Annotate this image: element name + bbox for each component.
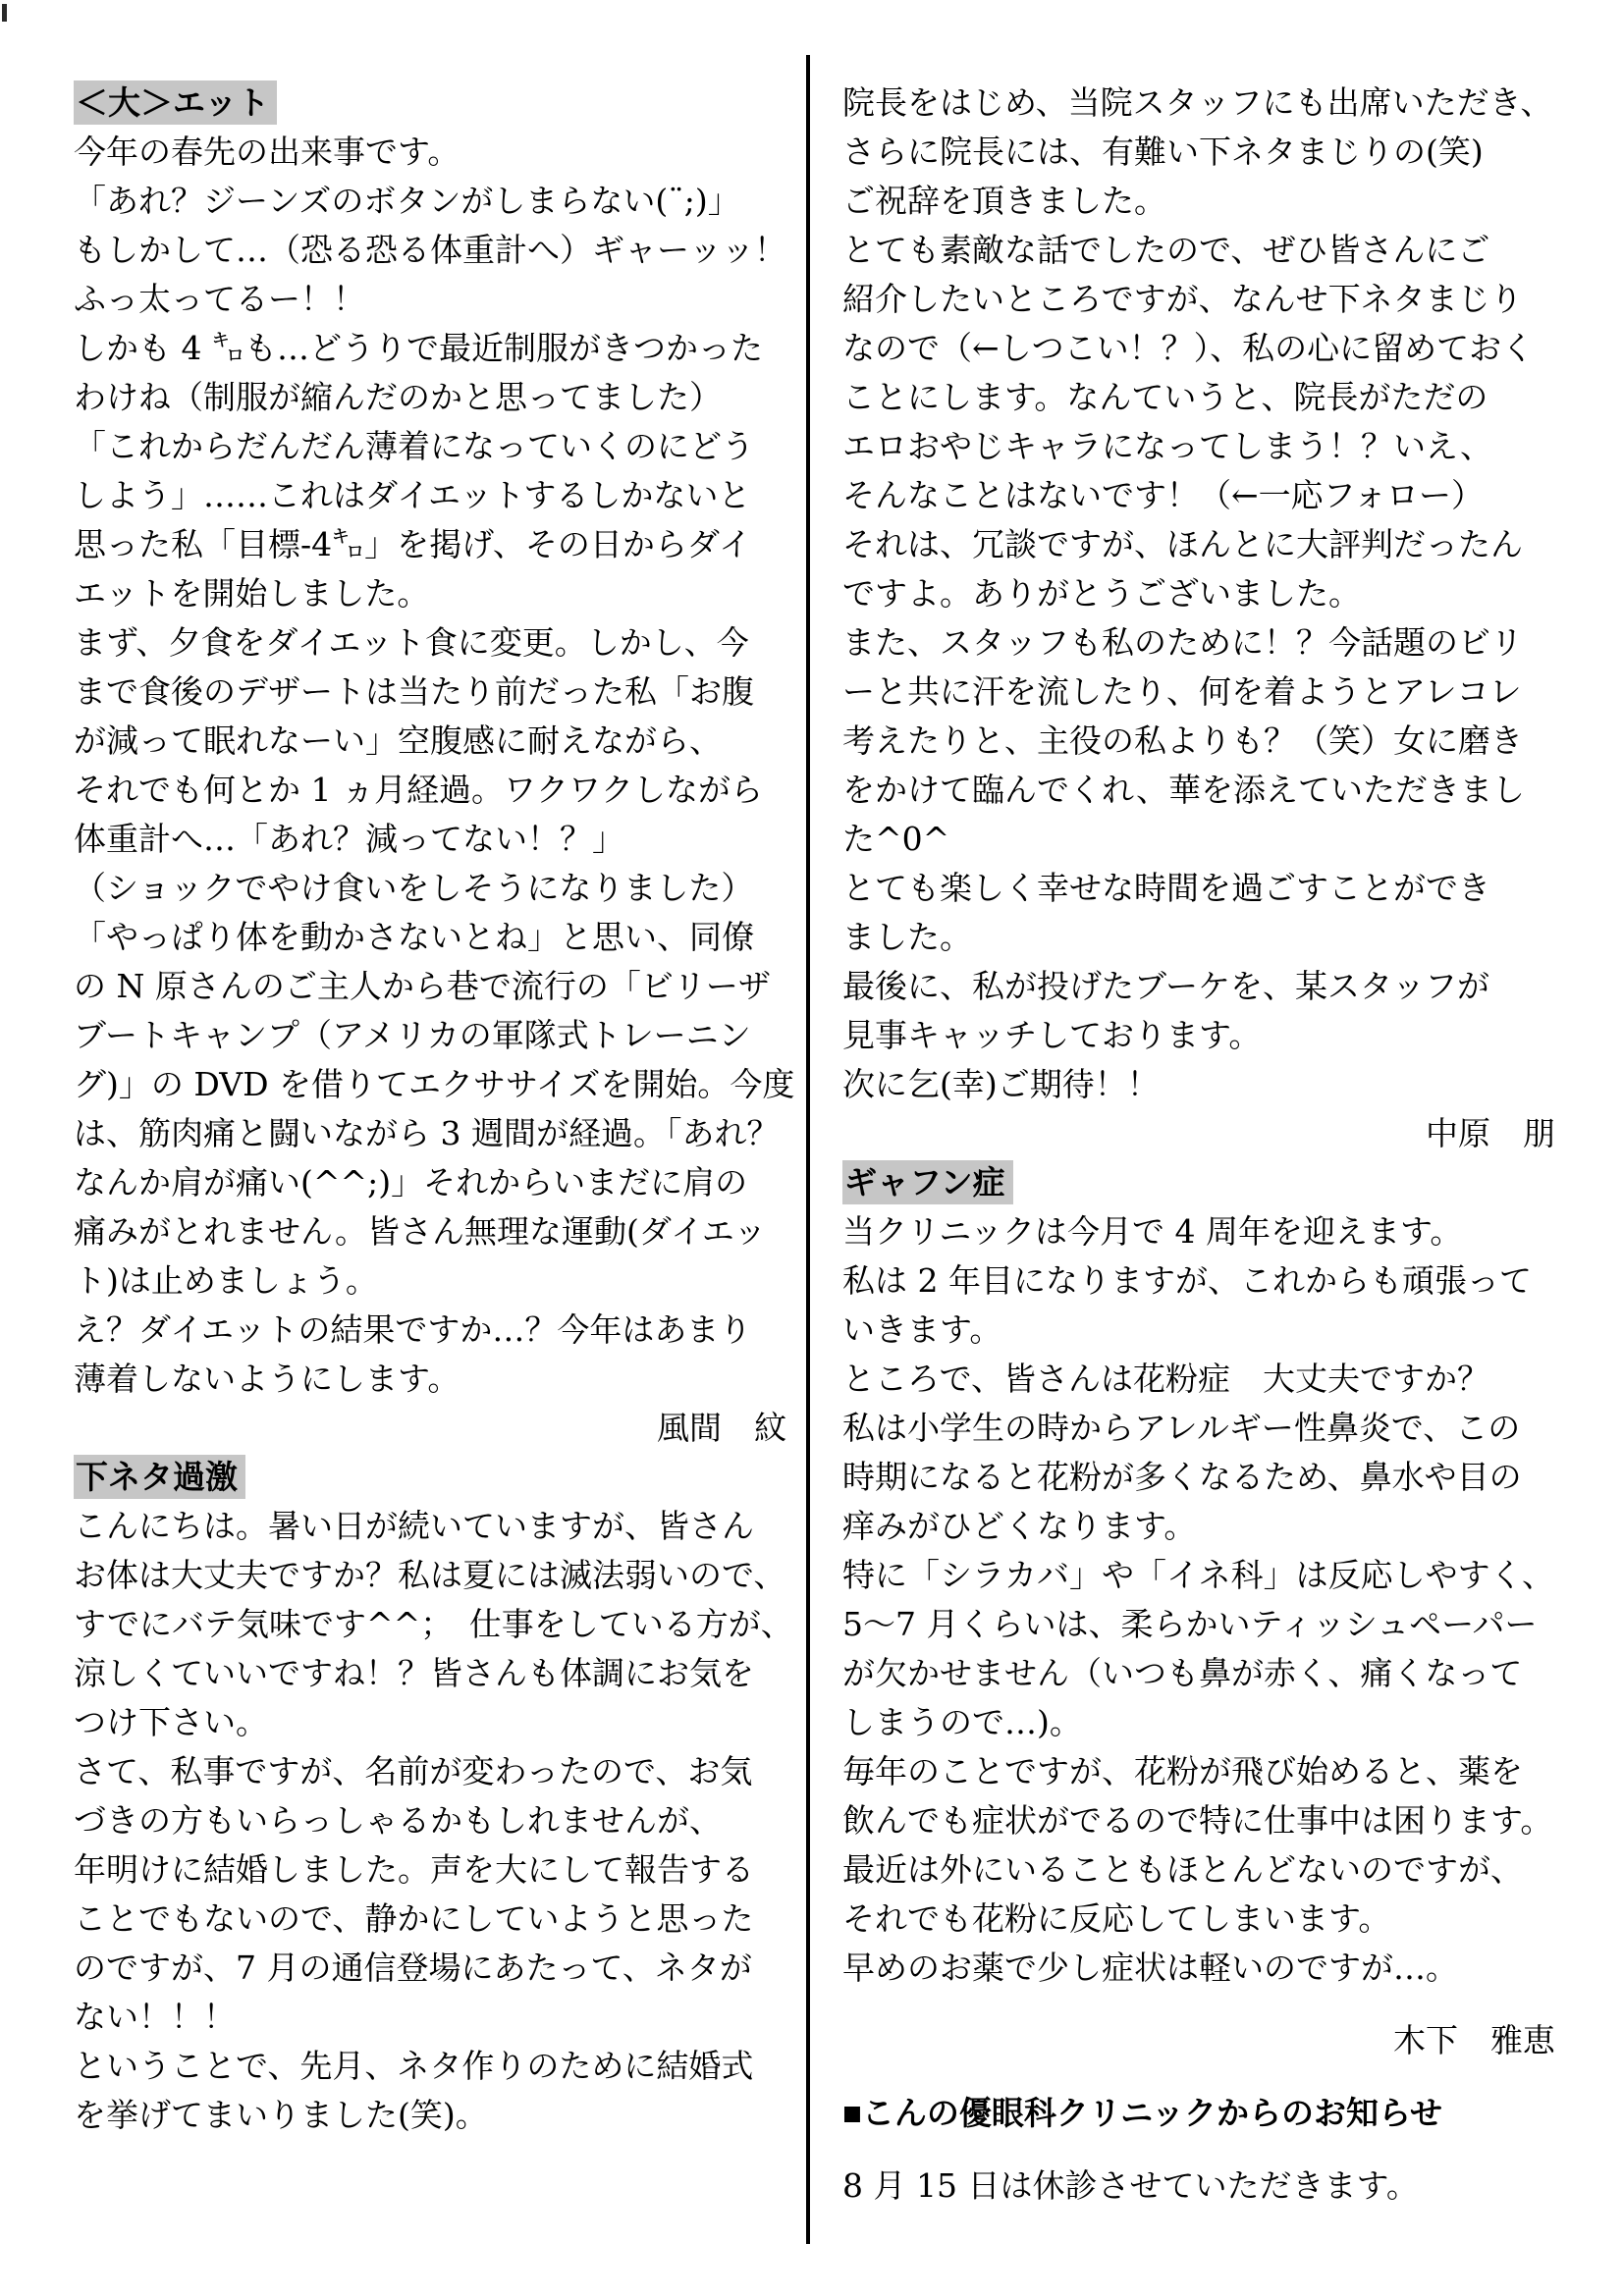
body-line: は、筋肉痛と闘いながら 3 週間が経過。「あれ？ [74,1114,780,1152]
body-line: が欠かせません（いつも鼻が赤く、痛くなって [842,1654,1523,1692]
body-line: ト)は止めましょう。 [74,1261,378,1300]
signature: 中原 朋 [1426,1114,1555,1152]
body-line: もしかして…（恐る恐る体重計へ）ギャーッッ！ [74,231,786,269]
body-line: 見事キャッチしております。 [842,1016,1262,1054]
body-line: 8 月 15 日は休診させていただきます。 [842,2166,1419,2205]
body-line: 当クリニックは今月で 4 周年を迎えます。 [842,1212,1463,1251]
body-line: 私は小学生の時からアレルギー性鼻炎で、この [842,1409,1521,1447]
body-line: つけ下さい。 [74,1703,268,1741]
body-line: すでにバテ気味です^^； 仕事をしている方が、 [74,1605,793,1643]
section-heading [74,1453,786,1502]
body-line: しまうので…)。 [842,1703,1082,1741]
body-line: ブートキャンプ（アメリカの軍隊式トレーニン [74,1016,751,1054]
body-line: 早めのお薬で少し症状は軽いのですが…。 [842,1949,1458,1987]
body-line: エットを開始しました。 [74,574,430,613]
body-line: グ)」の DVD を借りてエクササイズを開始。今度 [74,1065,795,1103]
body-line: しかも 4 ㌔も…どうりで最近制服がきつかった [74,329,763,367]
body-line: お体は大丈夫ですか？私は夏には滅法弱いので、 [74,1556,786,1594]
section-heading [842,1158,1555,1207]
body-line: が減って眠れなーい」空腹感に耐えながら、 [74,721,722,760]
section-heading [74,79,786,128]
body-line: とても素敵な話でしたので、ぜひ皆さんにご [842,231,1490,269]
body-line: 特に「シラカバ」や「イネ科」は反応しやすく、 [842,1556,1555,1594]
body-line: ご祝辞を頂きました。 [842,182,1166,220]
body-line: なので（←しつこい！？）、私の心に留めておく [842,329,1535,367]
heading-highlight: ギャフン症 [842,1160,1013,1204]
body-line: ところで、皆さんは花粉症 大丈夫ですか？ [842,1360,1490,1398]
body-line: 涼しくていいですね！？皆さんも体調にお気を [74,1654,754,1692]
body-line: しよう」……これはダイエットするしかないと [74,476,751,514]
body-line: そんなことはないです！（←一応フォロー） [842,476,1485,514]
body-line: 最後に、私が投げたブーケを、某スタッフが [842,967,1490,1005]
body-line: それでも花粉に反応してしまいます。 [842,1899,1391,1938]
body-line: 薄着しないようにします。 [74,1360,460,1398]
body-line: 院長をはじめ、当院スタッフにも出席いただき、 [842,83,1553,122]
body-line: をかけて臨んでくれ、華を添えていただきまし [842,771,1525,809]
body-line: 年明けに結婚しました。声を大にして報告する [74,1850,754,1889]
body-line: なんか肩が痛い(^^;)」それからいまだに肩の [74,1163,748,1201]
body-line: また、スタッフも私のために！？今話題のビリ [842,623,1523,662]
heading-highlight: 下ネタ過激 [74,1455,245,1499]
body-line: 「やっぱり体を動かさないとね」と思い、同僚 [74,918,754,956]
body-line: ということで、先月、ネタ作りのために結婚式 [74,2047,754,2085]
body-line: え？ダイエットの結果ですか…？今年はあまり [74,1310,752,1349]
body-line: の N 原さんのご主人から巷で流行の「ビリーザ [74,967,771,1005]
body-line: さらに院長には、有難い下ネタまじりの(笑) [842,133,1484,171]
body-line: 次に乞(幸)ご期待！！ [842,1065,1160,1103]
body-line: いきます。 [842,1310,1002,1349]
body-line: た^0^ [842,820,950,858]
column-divider [806,55,810,2244]
column-left [74,79,795,2140]
body-line: 今年の春先の出来事です。 [74,133,460,171]
signature: 風間 紋 [657,1409,786,1447]
body-line: こんにちは。暑い日が続いていますが、皆さん [74,1507,754,1545]
body-line: のですが、7 月の通信登場にあたって、ネタが [74,1949,752,1987]
column-right [842,79,1555,2211]
body-line: まで食後のデザートは当たり前だった私「お腹 [74,672,754,711]
body-line: 紹介したいところですが、なんせ下ネタまじり [842,280,1523,318]
body-line: 5〜7 月くらいは、柔らかいティッシュペーパー [842,1605,1538,1643]
body-line: 私は 2 年目になりますが、これからも頑張って [842,1261,1532,1300]
body-line: 痒みがひどくなります。 [842,1507,1197,1545]
body-line: ふっ太ってるー！！ [74,280,365,318]
body-line: ですよ。ありがとうございました。 [842,574,1361,613]
body-line: 「これからだんだん薄着になっていくのにどう [74,427,754,465]
body-line: 痛みがとれません。皆さん無理な運動(ダイエッ [74,1212,767,1251]
body-line: ない！！！ [74,1998,236,2036]
body-line: まず、夕食をダイエット食に変更。しかし、今 [74,623,749,662]
body-line: 毎年のことですが、花粉が飛び始めると、薬を [842,1752,1523,1790]
body-line: 思った私「目標-4㌔」を掲げ、その日からダイ [74,525,752,563]
heading-highlight: ＜大＞エット [74,80,277,125]
body-line: わけね（制服が縮んだのかと思ってました） [74,378,722,416]
body-line: ーと共に汗を流したり、何を着ようとアレコレ [842,672,1522,711]
body-line: それでも何とか 1 ヵ月経過。ワクワクしながら [74,771,763,809]
body-line: エロおやじキャラになってしまう！？いえ、 [842,427,1492,465]
body-line: づきの方もいらっしゃるかもしれませんが、 [74,1801,722,1840]
scan-artifact-mark [2,4,7,22]
body-line: ことでもないので、静かにしていようと思った [74,1899,754,1938]
body-line: 飲んでも症状がでるので特に仕事中は困ります。 [842,1801,1553,1840]
body-line: それは、冗談ですが、ほんとに大評判だったん [842,525,1523,563]
body-line: を挙げてまいりました(笑)。 [74,2096,488,2134]
body-line: 体重計へ…「あれ？減ってない！？」 [74,820,624,858]
body-line: ことにします。なんていうと、院長がただの [842,378,1488,416]
body-line: 最近は外にいることもほとんどないのですが、 [842,1850,1523,1889]
signature: 木下 雅恵 [1393,2021,1555,2059]
body-line: さて、私事ですが、名前が変わったので、お気 [74,1752,753,1790]
notice-heading: ■こんの優眼科クリニックからのお知らせ [842,2095,1442,2131]
body-line: 考えたりと、主役の私よりも？（笑）女に磨き [842,721,1523,760]
body-line: 「あれ？ジーンズのボタンがしまらない(¨;)」 [74,182,740,220]
body-line: とても楽しく幸せな時間を過ごすことができ [842,869,1490,907]
body-line: 時期になると花粉が多くなるため、鼻水や目の [842,1458,1522,1496]
body-line: ました。 [842,918,972,956]
body-line: （ショックでやけ食いをしそうになりました） [74,869,754,907]
